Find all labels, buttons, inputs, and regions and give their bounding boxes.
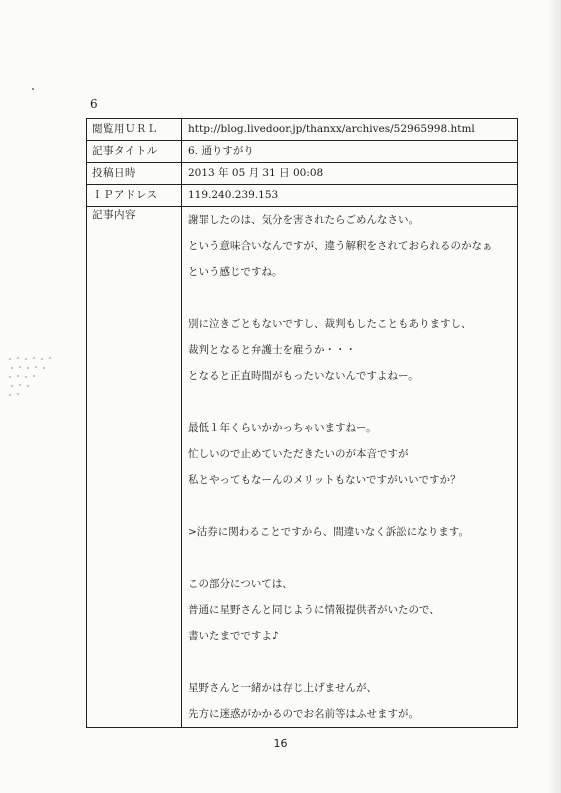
title-label: 記事タイトル xyxy=(87,141,182,163)
content-label: 記事内容 xyxy=(87,207,182,728)
content-line: >沽券に関わることですから、間違いなく訴訟になります。 xyxy=(188,526,469,538)
page-edge-shadow xyxy=(547,0,561,793)
title-value: 6. 通りすがり xyxy=(182,141,518,163)
url-row xyxy=(87,119,518,141)
page-number: 16 xyxy=(273,737,288,750)
url-label: 閲覧用ＵＲＬ xyxy=(87,119,182,141)
item-number: 6 xyxy=(90,97,98,111)
scan-dot-pattern xyxy=(6,355,66,405)
ip-address-row xyxy=(87,185,518,207)
content-line: となると正直時間がもったいないんですよねー。 xyxy=(188,370,419,382)
title-row xyxy=(87,141,518,163)
content-line: 普通に星野さんと同じように情報提供者がいたので、 xyxy=(188,604,440,616)
content-line: 私とやってもなーんのメリットもないですがいいですか？ xyxy=(188,474,461,486)
content-line xyxy=(188,545,511,571)
posted-at-label: 投稿日時 xyxy=(87,163,182,185)
content-line: 裁判となると弁護士を雇うか・・・ xyxy=(188,344,356,356)
content-cell xyxy=(182,207,518,728)
content-line xyxy=(188,649,511,675)
ip-address-value: 119.240.239.153 xyxy=(182,185,518,207)
content-line: 星野さんと一緒かは存じ上げませんが、 xyxy=(188,682,377,694)
content-line: 忙しいので止めていただきたいのが本音ですが xyxy=(188,448,409,460)
scan-speck xyxy=(32,88,34,90)
content-line: という意味合いなんですが、違う解釈をされておられるのかなぁ xyxy=(188,240,493,252)
content-line: 謝罪したのは、気分を害されたらごめんなさい。 xyxy=(188,214,419,226)
content-body xyxy=(188,207,511,727)
content-line: この部分については、 xyxy=(188,578,293,590)
content-line: という感じですね。 xyxy=(188,266,283,278)
url-value: http://blog.livedoor.jp/thanxx/archives/52965998.html xyxy=(182,119,518,141)
content-line: 最低１年くらいかかっちゃいますねー。 xyxy=(188,422,377,434)
content-line xyxy=(188,285,511,311)
content-line xyxy=(188,389,511,415)
content-line: 別に泣きごともないですし、裁判もしたこともありますし、 xyxy=(188,318,472,330)
content-row xyxy=(87,207,518,728)
content-line: 先方に迷惑がかかるのでお名前等はふせますが。 xyxy=(188,708,419,720)
ip-address-label: ＩＰアドレス xyxy=(87,185,182,207)
posted-at-row xyxy=(87,163,518,185)
content-line xyxy=(188,493,511,519)
posted-at-value: 2013 年 05 月 31 日 00:08 xyxy=(182,163,518,185)
record-table xyxy=(86,118,518,728)
content-line: 書いたまでですよ♪ xyxy=(188,630,279,642)
